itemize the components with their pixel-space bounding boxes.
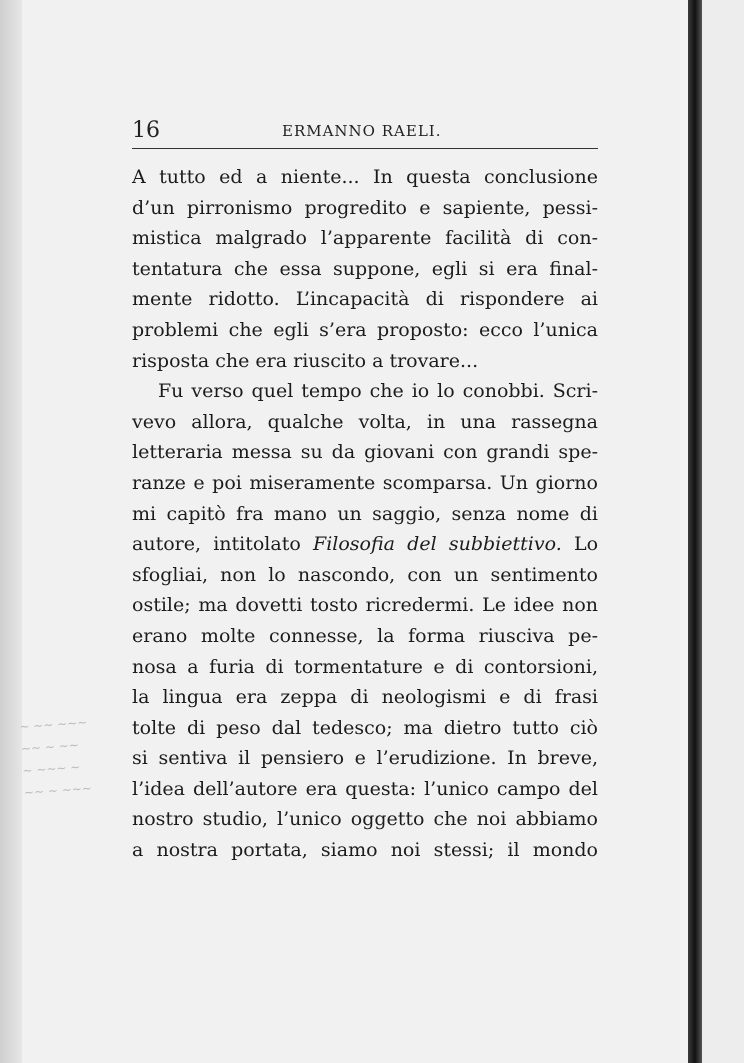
text-line: mistica malgrado l’apparente facilità di con-	[132, 227, 598, 250]
text-line: A tutto ed a niente... In questa conclusione	[132, 166, 598, 188]
text-line: risposta che era riuscito a trovare...	[132, 349, 479, 372]
text-line: nostro studio, l’unico oggetto che noi abbiamo	[132, 808, 598, 831]
text-line-with-title	[132, 529, 598, 560]
text-line: vevo allora, qualche volta, in una rassegna	[132, 410, 598, 433]
body-text	[132, 162, 598, 866]
text-line: Fu verso quel tempo che io lo conobbi. Scri-	[158, 380, 598, 403]
text-segment: Lo	[573, 533, 599, 556]
page-header	[132, 116, 600, 146]
faint-marginal-handwriting: ~ ~~ ~~~ ~~ ~ ~~ ~ ~~~ ~ ~~ ~ ~~~	[18, 715, 93, 800]
text-line: a nostra portata, siamo noi stessi; il mondo	[132, 839, 598, 862]
text-line: mente ridotto. L’incapacità di rispondere ai	[132, 288, 598, 311]
binding-edge	[688, 0, 702, 1063]
text-line: d’un pirronismo progredito e sapiente, pessi-	[132, 196, 598, 219]
text-line: letteraria messa su da giovani con grandi spe-	[132, 441, 598, 464]
text-line: nosa a furia di tormentature e di contorsioni,	[132, 655, 598, 678]
text-line: si sentiva il pensiero e l’erudizione. In breve,	[132, 747, 598, 770]
page-number: 16	[132, 118, 160, 143]
text-line: la lingua era zeppa di neologismi e di frasi	[132, 686, 598, 709]
next-page-edge	[702, 0, 744, 1063]
text-line: ranze e poi miseramente scomparsa. Un giorno	[132, 471, 598, 494]
book-title: Filosofia del subbiettivo.	[313, 533, 562, 556]
text-line: erano molte connesse, la forma riusciva pe-	[132, 624, 598, 647]
text-line: mi capitò fra mano un saggio, senza nome di	[132, 502, 598, 525]
text-line: l’idea dell’autore era questa: l’unico campo del	[132, 777, 598, 800]
text-line: tentatura che essa suppone, egli si era final-	[132, 257, 598, 280]
text-segment: autore, intitolato	[132, 533, 301, 556]
header-rule	[132, 148, 598, 149]
text-line: problemi che egli s’era proposto: ecco l’unica	[132, 318, 598, 341]
text-line: sfogliai, non lo nascondo, con un sentimento	[132, 563, 598, 586]
text-line: tolte di peso dal tedesco; ma dietro tutto ciò	[132, 716, 598, 739]
text-line: ostile; ma dovetti tosto ricredermi. Le idee non	[132, 594, 598, 617]
running-head: ERMANNO RAELI.	[282, 122, 442, 140]
gutter-shadow	[0, 0, 22, 1063]
